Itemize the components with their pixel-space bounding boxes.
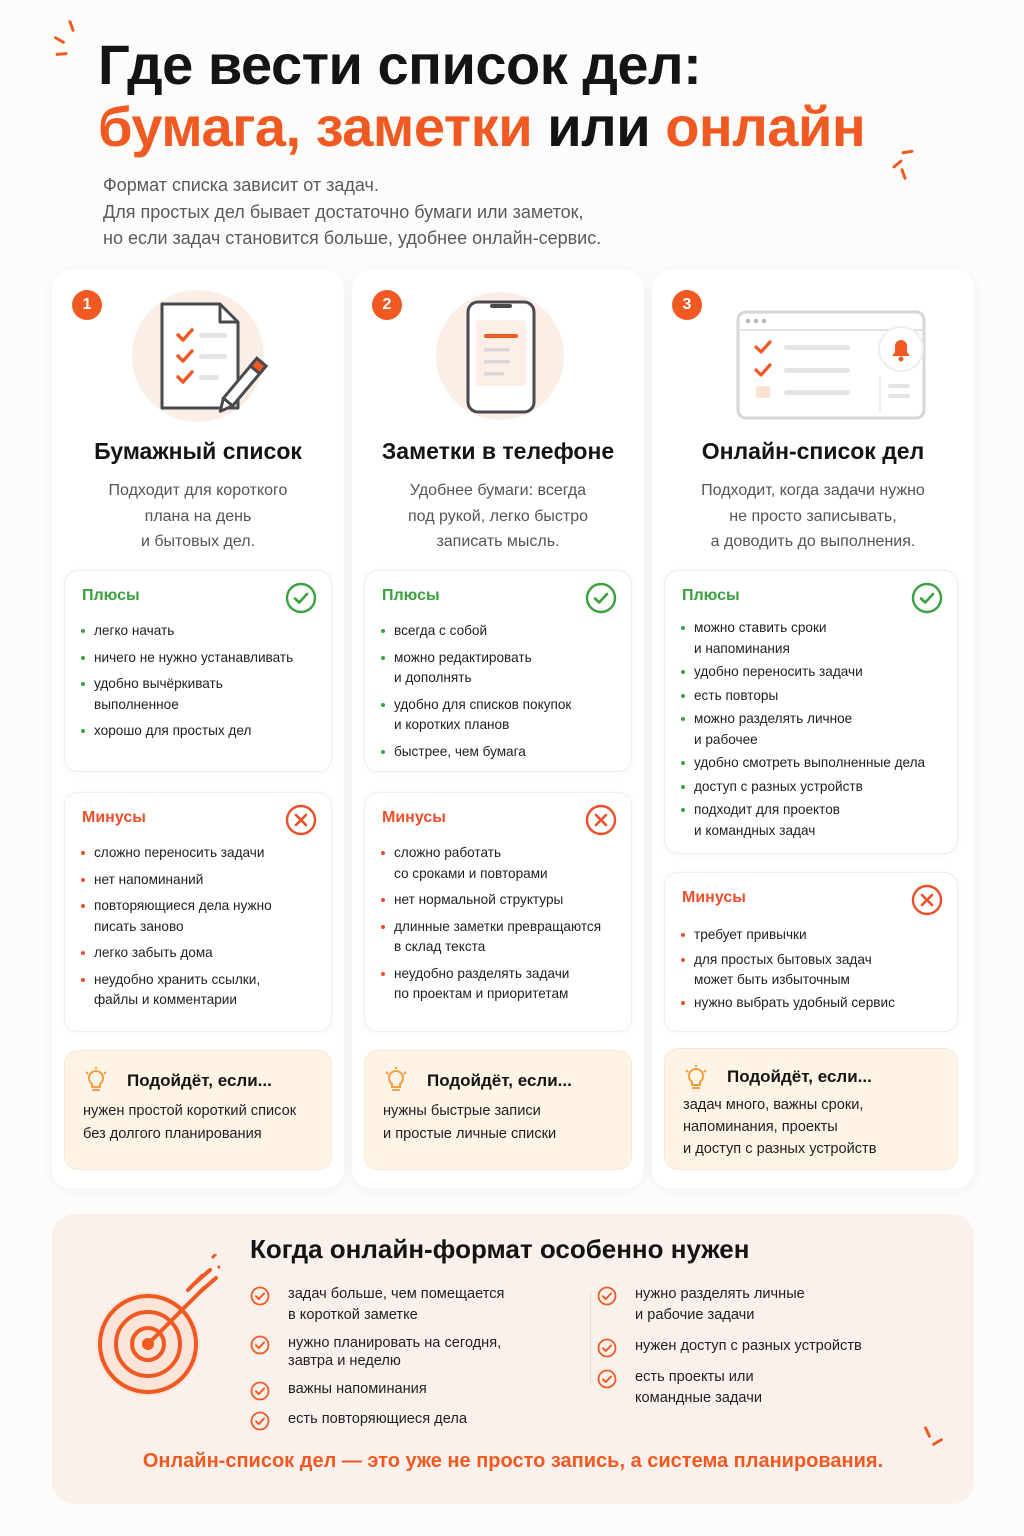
fit-text: нужен простой короткий список без долгого планирования	[83, 1103, 297, 1142]
subtitle	[103, 172, 903, 252]
list-item: сложно переносить задачи	[79, 843, 321, 864]
page-title	[98, 34, 958, 158]
check-circle-icon	[250, 1286, 270, 1306]
fit-label: Подойдёт, если...	[127, 1071, 272, 1090]
list-item: есть повторы	[679, 686, 947, 707]
card-description	[72, 478, 324, 555]
fit-box	[64, 1050, 332, 1170]
list-item: неудобно хранить ссылки, файлы и комментарии	[79, 970, 321, 1011]
list-item: повторяющиеся дела нужно писать заново	[79, 896, 321, 937]
section-title: Когда онлайн-формат особенно нужен	[250, 1234, 750, 1264]
list-item: всегда с собой	[379, 621, 621, 642]
desc-line: и бытовых дел.	[140, 533, 256, 550]
desc-line: записать мысль.	[436, 533, 560, 550]
x-circle-icon	[585, 804, 617, 836]
list-item: подходит для проектов и командных задач	[679, 800, 947, 841]
list-item: доступ с разных устройств	[679, 777, 947, 798]
list-item: можно ставить сроки и напоминания	[679, 618, 947, 659]
desc-line: Подходит для короткого	[108, 482, 288, 499]
fit-box	[664, 1048, 958, 1170]
x-circle-icon	[285, 804, 317, 836]
cons-list	[79, 843, 321, 1017]
desc-line: Удобнее бумаги: всегда	[409, 482, 587, 499]
title-line-2	[98, 96, 958, 158]
list-item: удобно смотреть выполненные дела	[679, 753, 947, 774]
list-item: задач больше, чем помещается в короткой заметке	[250, 1284, 550, 1326]
cons-list	[379, 843, 621, 1011]
check-circle-icon	[250, 1411, 270, 1431]
title-word: или	[547, 95, 651, 158]
card-online-todo	[652, 270, 974, 1188]
desc-line: не просто записывать,	[729, 507, 897, 525]
fit-label: Подойдёт, если...	[427, 1071, 572, 1090]
target-arrow-icon	[70, 1254, 220, 1404]
fit-label: Подойдёт, если...	[727, 1067, 872, 1086]
desc-line: плана на день	[144, 507, 252, 525]
list-item: нет нормальной структуры	[379, 890, 621, 911]
pros-list	[79, 621, 321, 748]
online-need-section	[52, 1214, 974, 1504]
title-line-1: Где вести список дел:	[98, 33, 702, 96]
list-item: сложно работать со сроками и повторами	[379, 843, 621, 884]
list-item: неудобно разделять задачи по проектам и приоритетам	[379, 964, 621, 1005]
lightbulb-icon	[683, 1065, 709, 1093]
desc-line: а доводить до выполнения.	[710, 533, 916, 550]
column-divider	[590, 1292, 591, 1384]
pros-list	[379, 621, 621, 768]
list-item: нужно выбрать удобный сервис	[679, 993, 947, 1014]
list-item: можно редактировать и дополнять	[379, 648, 621, 689]
fit-text: задач много, важны сроки, напоминания, проекты и доступ с разных устройств	[683, 1097, 877, 1157]
check-circle-icon	[597, 1286, 617, 1306]
list-item: нужно разделять личные и рабочие задачи	[597, 1284, 927, 1326]
list-item: нужен доступ с разных устройств	[597, 1336, 927, 1357]
card-phone-notes	[352, 270, 644, 1188]
x-circle-icon	[911, 884, 943, 916]
cons-box	[364, 792, 632, 1032]
check-circle-icon	[250, 1335, 270, 1355]
card-title: Бумажный список	[94, 438, 302, 464]
cons-label: Минусы	[382, 809, 446, 826]
pros-label: Плюсы	[82, 587, 140, 604]
list-item: нет напоминаний	[79, 870, 321, 891]
check-circle-icon	[285, 582, 317, 614]
desc-line: Подходит, когда задачи нужно	[701, 482, 925, 499]
phone-notes-icon	[352, 290, 644, 430]
card-description	[672, 478, 954, 555]
lightbulb-icon	[83, 1067, 109, 1095]
list-item: легко начать	[79, 621, 321, 642]
check-circle-icon	[911, 582, 943, 614]
list-item: есть повторяющиеся дела	[250, 1409, 550, 1430]
check-circle-icon	[597, 1369, 617, 1389]
check-circle-icon	[597, 1338, 617, 1358]
card-number-badge: 3	[672, 290, 702, 320]
paper-checklist-pencil-icon	[52, 290, 344, 430]
card-number-badge: 2	[372, 290, 402, 320]
pros-label: Плюсы	[382, 587, 440, 604]
card-title: Онлайн-список дел	[701, 438, 925, 464]
cons-box	[664, 872, 958, 1032]
title-word: бумага,	[98, 95, 301, 158]
pros-box	[64, 570, 332, 772]
card-title: Заметки в телефоне	[381, 438, 615, 464]
title-word: онлайн	[665, 95, 866, 158]
list-item: есть проекты или командные задачи	[597, 1367, 927, 1409]
list-item: ничего не нужно устанавливать	[79, 648, 321, 669]
pros-label: Плюсы	[682, 587, 740, 604]
fit-box	[364, 1050, 632, 1170]
need-list-right	[597, 1284, 927, 1409]
list-item: требует привычки	[679, 925, 947, 946]
list-item: удобно переносить задачи	[679, 662, 947, 683]
title-word: заметки	[315, 95, 533, 158]
check-circle-icon	[585, 582, 617, 614]
list-item: удобно вычёркивать выполненное	[79, 674, 321, 715]
card-paper	[52, 270, 344, 1188]
cons-list	[679, 925, 947, 1019]
desc-line: под рукой, легко быстро	[408, 507, 588, 525]
list-item: хорошо для простых дел	[79, 721, 321, 742]
lightbulb-icon	[383, 1067, 409, 1095]
list-item: легко забыть дома	[79, 943, 321, 964]
list-item: важны напоминания	[250, 1379, 550, 1400]
pros-box	[664, 570, 958, 854]
cons-label: Минусы	[82, 809, 146, 826]
list-item: можно разделять личное и рабочее	[679, 709, 947, 750]
browser-tasks-bell-icon	[652, 290, 974, 430]
subtitle-line: Формат списка зависит от задач.	[103, 175, 379, 195]
list-item: длинные заметки превращаются в склад текста	[379, 917, 621, 958]
list-item: удобно для списков покупок и коротких планов	[379, 695, 621, 736]
pros-box	[364, 570, 632, 772]
list-item: для простых бытовых задач может быть избыточным	[679, 950, 947, 991]
fit-text: нужны быстрые записи и простые личные списки	[383, 1103, 557, 1142]
check-circle-icon	[250, 1381, 270, 1401]
spark-decoration	[56, 20, 86, 60]
list-item: быстрее, чем бумага	[379, 742, 621, 763]
card-description	[372, 478, 624, 555]
cons-box	[64, 792, 332, 1032]
need-list-left	[250, 1284, 550, 1430]
cons-label: Минусы	[682, 889, 746, 906]
subtitle-line: но если задач становится больше, удобнее онлайн-сервис.	[103, 228, 602, 248]
conclusion-text: Онлайн-список дел — это уже не просто запись, а система планирования.	[142, 1450, 884, 1472]
pros-list	[679, 618, 947, 844]
subtitle-line: Для простых дел бывает достаточно бумаги или заметок,	[103, 201, 584, 222]
card-number-badge: 1	[72, 290, 102, 320]
list-item: нужно планировать на сегодня, завтра и неделю	[250, 1333, 550, 1372]
